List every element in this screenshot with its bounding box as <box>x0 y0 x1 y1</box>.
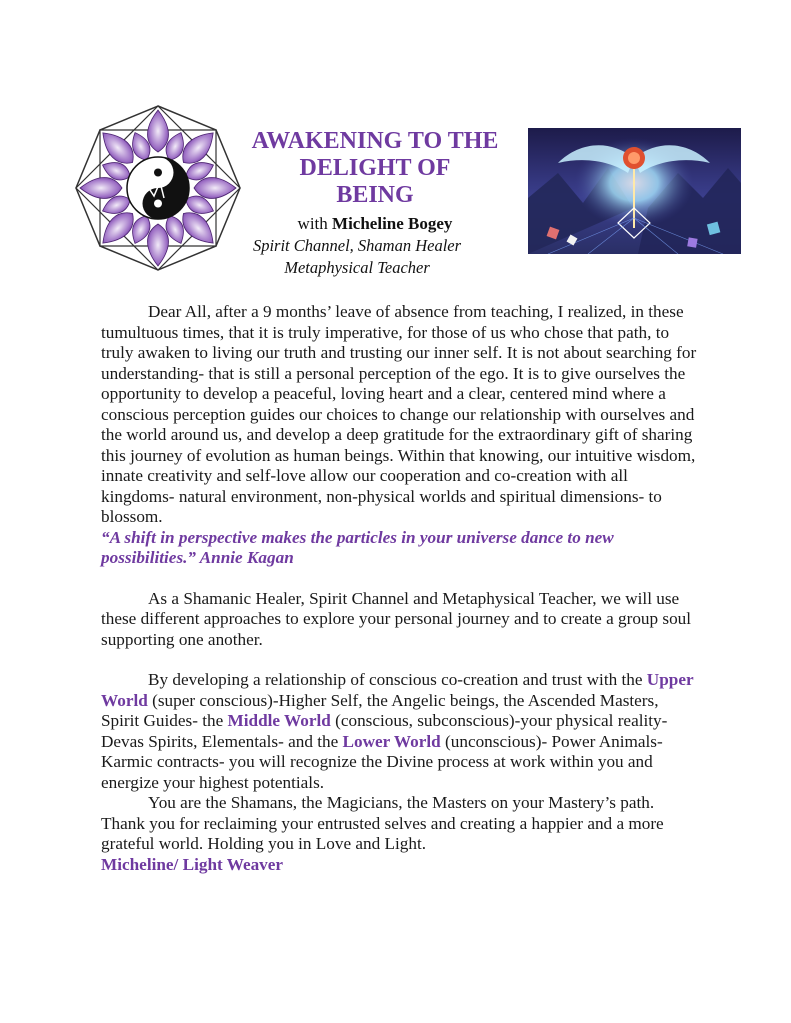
approach-paragraph: As a Shamanic Healer, Spirit Channel and Metaphysical Teacher, we will use these different approaches to explore your personal journey and to create a group soul supporting one another. <box>101 588 692 649</box>
role-line-2: Metaphysical Teacher <box>284 258 430 277</box>
with-prefix: with <box>297 214 333 233</box>
page-title <box>240 128 510 209</box>
title-line-2: DELIGHT OF <box>299 155 451 181</box>
cosmic-artwork-image <box>528 128 741 254</box>
lotus-yin-yang-logo <box>73 103 243 273</box>
worlds-text-4: (unconscious)- Power Animals- Karmic contracts- you will recognize the Divine process at work within you and energize your highest potentials. <box>101 731 663 792</box>
presenter-name: Micheline Bogey <box>332 214 453 233</box>
title-line-1: AWAKENING TO THE <box>251 128 499 154</box>
role-line-1: Spirit Channel, Shaman Healer <box>252 236 462 255</box>
title-line-3: BEING <box>336 182 414 208</box>
lower-world-term: Lower World <box>342 731 441 751</box>
worlds-text-2: (super conscious)-Higher Self, the Angelic beings, the Ascended Masters, Spirit Guides- the <box>101 690 659 730</box>
upper-world-term: Upper World <box>101 670 694 710</box>
quote: “A shift in perspective makes the particles in your universe dance to new possibilities.” Annie Kagan <box>101 527 614 567</box>
worlds-text-3: (conscious, subconscious)-your physical reality- Devas Spirits, Elementals- and the <box>101 711 668 751</box>
closing-paragraph: You are the Shamans, the Magicians, the Masters on your Mastery’s path. Thank you for reclaiming your entrusted selves and creating a happier and a more grateful world. Holding you in Love and Light. <box>101 793 664 853</box>
worlds-paragraph <box>101 670 701 793</box>
signature: Micheline/ Light Weaver <box>101 854 284 874</box>
presenter-line <box>240 214 510 234</box>
intro-paragraph: Dear All, after a 9 months’ leave of absence from teaching, I realized, in these tumultuous times, that it is truly imperative, for those of us who chose that path, to truly awaken to living our truth and trusting our inner self. It is not about searching for understanding- that is still a personal perception of the ego. It is to give ourselves the opportunity to develop a peaceful, loving heart and a clear, centered mind where a conscious perception guides our choices to change our relationship with ourselves and the world around us, and develop a deep gratitude for the extraordinary gift of sharing this journey of evolution as human beings. Within that knowing, our intuitive wisdom, innate creativity and self-love allow our cooperation and co-creation with all kingdoms- natural environment, non-physical worlds and spiritual dimensions- to blossom. <box>101 302 697 526</box>
letter-body <box>101 302 701 875</box>
worlds-text-1: By developing a relationship of conscious co-creation and trust with the <box>148 670 647 689</box>
middle-world-term: Middle World <box>227 711 331 730</box>
